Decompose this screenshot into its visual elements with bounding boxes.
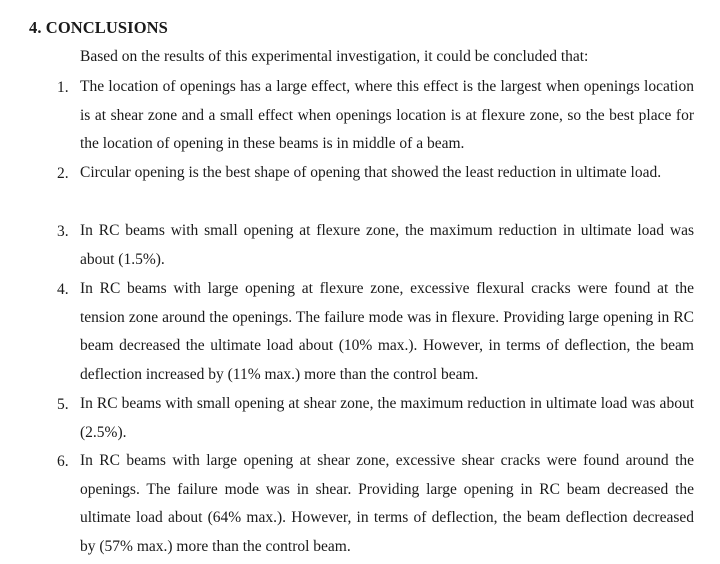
item-text: The location of openings has a large effect, where this effect is the largest when openings location is at shear zone and a small effect when openings location is at flexure zone, so the best place for the location of opening in these beams is in middle of a beam. — [80, 78, 694, 153]
item-number: 2. — [57, 165, 69, 182]
item-number: 4. — [57, 281, 69, 298]
item-number: 6. — [57, 453, 69, 470]
intro-paragraph: Based on the results of this experimental investigation, it could be concluded that: — [80, 48, 589, 65]
item-number: 3. — [57, 223, 69, 240]
item-number: 5. — [57, 396, 69, 413]
section-heading: 4. CONCLUSIONS — [29, 18, 168, 37]
item-text: In RC beams with small opening at shear zone, the maximum reduction in ultimate load was about (2.5%). — [80, 395, 694, 441]
item-number: 1. — [57, 79, 69, 96]
item-text: In RC beams with small opening at flexure zone, the maximum reduction in ultimate load was about (1.5%). — [80, 222, 694, 268]
item-text: Circular opening is the best shape of opening that showed the least reduction in ultimate load. — [80, 164, 662, 181]
item-text: In RC beams with large opening at shear zone, excessive shear cracks were found around the openings. The failure mode was in shear. Providing large opening in RC beam decreased the ultimate load about (64% max.). However, in terms of deflection, the beam deflection decreased by (57% max.) more than the control beam. — [80, 452, 694, 556]
item-text: In RC beams with large opening at flexure zone, excessive flexural cracks were found at the tension zone around the openings. The failure mode was in flexure. Providing large opening in RC beam decreased the ultimate load about (10% max.). However, in terms of deflection, the beam deflection increased by (11% max.) more than the control beam. — [80, 280, 694, 384]
